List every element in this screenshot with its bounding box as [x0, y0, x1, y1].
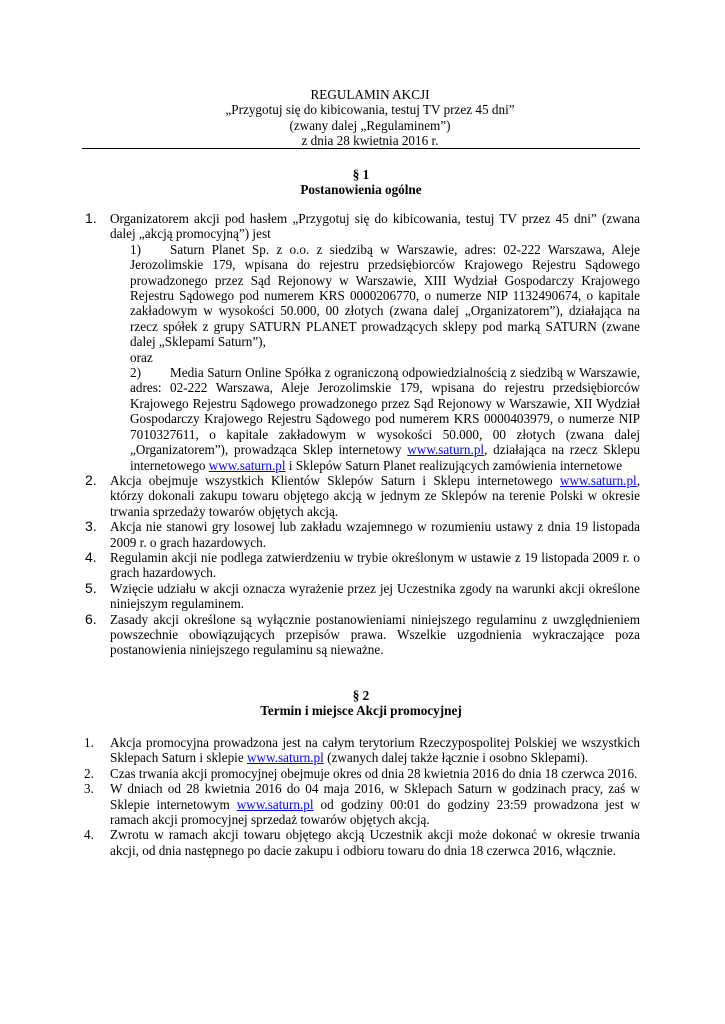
sub-item-text: Saturn Planet Sp. z o.o. z siedzibą w Warszawie, adres: 02-222 Warszawa, Aleje Jerozolimskie 179, wpisana do rejestru przedsiębiorców Krajowego Rejestru Sądowego prowadzonego przez Sąd Rejonowy w Warszawie, XIII Wydział Gospodarczy Krajowego Rejestru Sądowego pod numerem KRS 0000206770, o numerze NIP 1132490674, o kapitale zakładowym w wysokości 50.000, 00 złotych (zwana dalej „Organizatorem”), działająca na rzecz spółek z grupy SATURN PLANET prowadzących sklepy pod marką SATURN (zwane dalej „Sklepami Saturn”), [130, 241, 640, 350]
item-number: 4. [85, 548, 97, 565]
item-text: Akcja nie stanowi gry losowej lub zakładu wzajemnego w rozumieniu ustawy z dnia 19 listopada 2009 r. o grach hazardowych. [110, 519, 640, 550]
item-text: od godziny 00:01 do godziny 23:59 prowadzona jest w ramach akcji promocyjnej sprzedaż towarów objętych akcją. [110, 796, 641, 828]
section-2-number: § 2 [352, 688, 370, 703]
item-text: Zwrotu w ramach akcji towaru objętego akcją Uczestnik akcji może dokonać w okresie trwania akcji, od dnia następnego po dacie zakupu i odbioru towaru do dnia 18 czerwca 2016, włącznie. [110, 827, 640, 858]
item-number: 2. [85, 471, 97, 488]
item-number: 5. [85, 579, 97, 596]
sub-item-text: Media Saturn Online Spółka z ograniczoną odpowiedzialnością z siedzibą w Warszawie, adres: 02-222 Warszawa, Aleje Jerozolimskie 179, wpisana do rejestru przedsiębiorców Krajowego Rejestru Sądowego prowadzonego przez Sąd Rejonowy w Warszawie, XII Wydział Gospodarczy Krajowego Rejestru Sądowego pod numerem KRS 0000403979, o numerze NIP 7010327611, o kapitale zakładowym w wysokości 50.000, 00 złotych (zwana dalej „Organizatorem”), prowadząca Sklep internetowy [130, 365, 640, 458]
sub-item-text: , działająca na rzecz Sklepu internetowego [130, 442, 641, 473]
document-title: REGULAMIN AKCJI [310, 87, 430, 102]
section-1-heading [82, 167, 640, 198]
section-1-title: Postanowienia ogólne [300, 182, 422, 198]
list-item [82, 550, 640, 581]
list-item [82, 735, 640, 766]
item-number: 2. [84, 765, 94, 781]
item-text: Regulamin akcji nie podlega zatwierdzeniu w trybie określonym w ustawie z 19 listopada 2009 r. o grach hazardowych. [110, 549, 640, 581]
item-number: 1. [85, 210, 97, 226]
saturn-link[interactable]: www.saturn.pl [246, 750, 324, 766]
list-item [82, 519, 640, 550]
section-2-list [82, 735, 640, 858]
saturn-link[interactable]: www.saturn.pl [407, 442, 485, 458]
saturn-link[interactable]: www.saturn.pl [208, 457, 286, 473]
section-2-title: Termin i miejsce Akcji promocyjnej [260, 703, 462, 719]
document-alias: (zwany dalej „Regulaminem”) [289, 117, 451, 133]
conjunction-text: oraz [130, 349, 153, 365]
organizer-1 [130, 242, 640, 350]
list-item [82, 612, 640, 658]
sub-item-text: i Sklepów Saturn Planet realizujących zamówienia internetowe [288, 457, 623, 473]
section-2-heading [82, 688, 640, 719]
sub-item-number: 1) [130, 241, 141, 257]
item-text: Organizatorem akcji pod hasłem „Przygotuj się do kibicowania, testuj TV przez 45 dni” (zwana dalej „akcją promocyjną”) jest [110, 211, 640, 242]
item-text: Akcja obejmuje wszystkich Klientów Sklepów Saturn i Sklepu internetowego [110, 472, 553, 488]
list-item [82, 827, 640, 858]
document-header [100, 87, 640, 149]
item-text: Czas trwania akcji promocyjnej obejmuje okres od dnia 28 kwietnia 2016 do dnia 18 czerwca 2016. [110, 765, 638, 781]
item-text: (zwanych dalej także łącznie i osobno Sklepami). [327, 750, 589, 766]
item-number: 1. [84, 735, 94, 750]
list-item [82, 766, 640, 781]
item-number: 3. [85, 518, 97, 535]
item-number: 6. [85, 610, 97, 627]
item-text: Zasady akcji określone są wyłącznie postanowieniami niniejszego regulaminu z uwzględnieniem powszechnie obowiązujących przepisów prawa. Wszelkie uzgodnienia wykraczające poza postanowienia niniejszego regulaminu są nieważne. [110, 611, 640, 658]
list-item [82, 781, 640, 827]
saturn-link[interactable]: www.saturn.pl [236, 796, 314, 812]
action-name: „Przygotuj się do kibicowania, testuj TV przez 45 dni” [225, 102, 515, 118]
header-divider [82, 148, 640, 149]
organizer-2 [130, 365, 640, 473]
section-1-number: § 1 [352, 167, 370, 182]
item-text: Wzięcie udziału w akcji oznacza wyrażenie przez jej Uczestnika zgody na warunki akcji określone niniejszym regulaminem. [110, 580, 640, 612]
saturn-link[interactable]: www.saturn.pl [559, 472, 637, 488]
list-item [82, 581, 640, 612]
item-number: 3. [84, 781, 94, 797]
item-text: , którzy dokonali zakupu towaru objętego akcją w jednym ze Sklepów na terenie Polski w okresie trwania sprzedaży towarów objętych akcją. [110, 472, 641, 519]
item-text: Akcja promocyjna prowadzona jest na całym terytorium Rzeczypospolitej Polskiej we wszystkich Sklepach Saturn i sklepie [110, 735, 640, 766]
item-text: W dniach od 28 kwietnia 2016 do 04 maja 2016, w Sklepach Saturn w godzinach pracy, zaś w Sklepie internetowym [110, 781, 640, 812]
list-item [82, 211, 640, 473]
list-item [82, 473, 640, 519]
document-date: z dnia 28 kwietnia 2016 r. [301, 133, 439, 149]
section-1-list [82, 211, 640, 658]
item-number: 4. [84, 827, 94, 843]
sub-item-number: 2) [130, 365, 141, 381]
